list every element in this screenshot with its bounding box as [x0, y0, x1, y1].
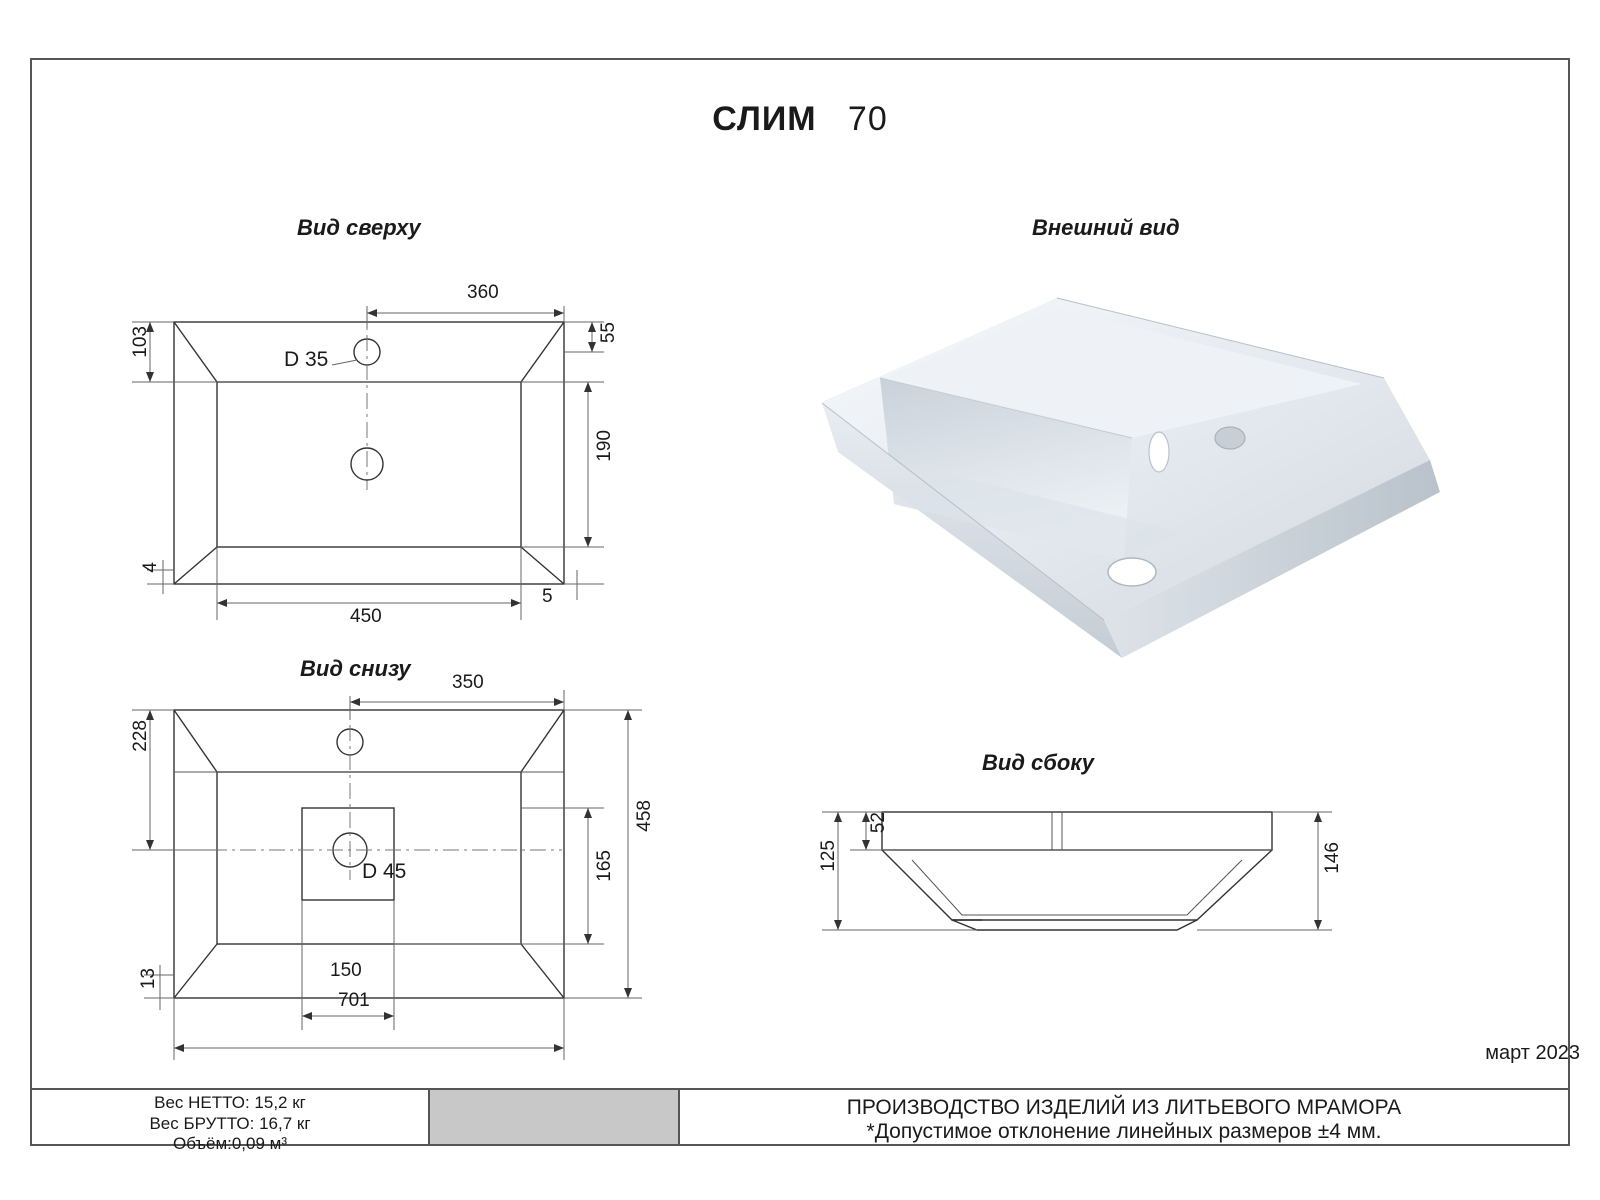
section-label-exterior-view: Внешний вид	[1032, 215, 1180, 240]
gross-weight: Вес БРУТТО: 16,7 кг	[149, 1113, 311, 1133]
volume: Объём:0,09 м³	[172, 1134, 288, 1154]
dim-d35: D 35	[284, 348, 329, 371]
dim-701: 701	[338, 990, 370, 1011]
side-view-drawing	[32, 60, 1572, 1148]
dim-d45: D 45	[362, 860, 407, 883]
weight-block	[30, 1088, 430, 1154]
drawing-sheet	[30, 58, 1570, 1146]
dim-5: 5	[542, 586, 553, 607]
product-name: СЛИМ	[712, 100, 817, 138]
section-label-side-view: Вид сбоку	[982, 750, 1094, 775]
dim-150: 150	[330, 960, 362, 981]
manufacturer-line-1: ПРОИЗВОДСТВО ИЗДЕЛИЙ ИЗ ЛИТЬЕВОГО МРАМОРА	[846, 1096, 1402, 1119]
section-label-bottom-view: Вид снизу	[300, 656, 411, 681]
title-block	[30, 1088, 1570, 1154]
dim-360: 360	[467, 282, 499, 303]
dim-55: 55	[598, 322, 619, 344]
manufacturer-line-2: *Допустимое отклонение линейных размеров ±4 мм.	[866, 1120, 1382, 1143]
dim-52: 52	[868, 812, 889, 834]
drawing-date: март 2023	[1485, 1042, 1580, 1064]
manufacturer-note	[680, 1088, 1570, 1146]
dim-13: 13	[138, 968, 159, 990]
dim-190: 190	[594, 430, 615, 462]
dim-4: 4	[140, 562, 161, 573]
dim-450: 450	[350, 606, 382, 627]
dim-165: 165	[594, 850, 615, 882]
dim-103: 103	[130, 326, 151, 358]
logo-block	[430, 1088, 680, 1146]
product-model: 70	[847, 100, 888, 138]
dim-350: 350	[452, 672, 484, 693]
net-weight: Вес НЕТТО: 15,2 кг	[154, 1093, 306, 1112]
dim-125: 125	[818, 840, 839, 872]
dim-228: 228	[130, 720, 151, 752]
dim-146: 146	[1322, 842, 1343, 874]
section-label-top-view: Вид сверху	[297, 215, 421, 240]
dim-458: 458	[634, 800, 655, 832]
